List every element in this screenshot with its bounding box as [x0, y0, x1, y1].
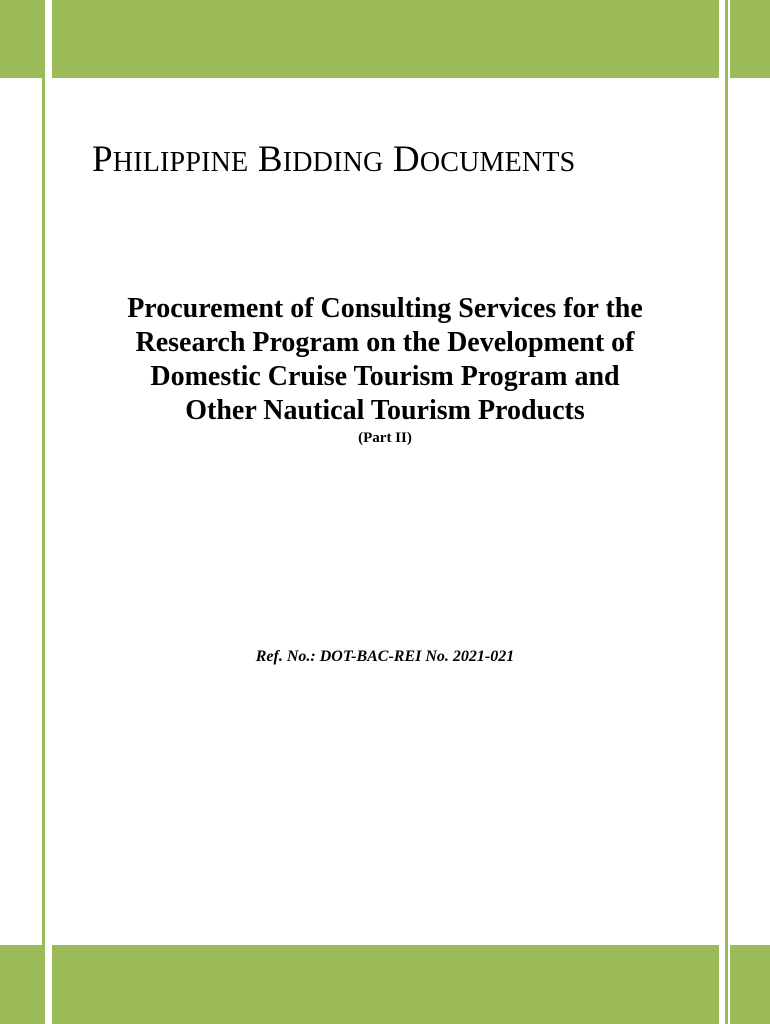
subject-line: Other Nautical Tourism Products: [185, 395, 585, 426]
part-label: (Part II): [358, 430, 412, 446]
header-band-right: [730, 0, 770, 78]
subject-line: Research Program on the Development of: [135, 327, 635, 358]
footer-band-left: [0, 945, 42, 1024]
title-rest: IDDING: [282, 147, 384, 178]
right-border-line: [725, 0, 728, 1024]
title-initial: P: [92, 139, 113, 180]
left-border-line: [42, 0, 45, 1024]
procurement-subject: [80, 292, 690, 428]
subject-line: Procurement of Consulting Services for the: [127, 293, 643, 324]
header-band-left: [0, 0, 42, 78]
header-band: [52, 0, 719, 78]
document-title: [92, 138, 575, 181]
title-initial: B: [257, 139, 283, 180]
footer-band: [52, 945, 719, 1024]
reference-number: Ref. No.: DOT-BAC-REI No. 2021-021: [255, 648, 515, 665]
title-rest: OCUMENTS: [419, 147, 576, 178]
title-rest: HILIPPINE: [112, 147, 249, 178]
title-initial: D: [392, 139, 420, 180]
subject-line: Domestic Cruise Tourism Program and: [150, 361, 620, 392]
footer-band-right: [730, 945, 770, 1024]
